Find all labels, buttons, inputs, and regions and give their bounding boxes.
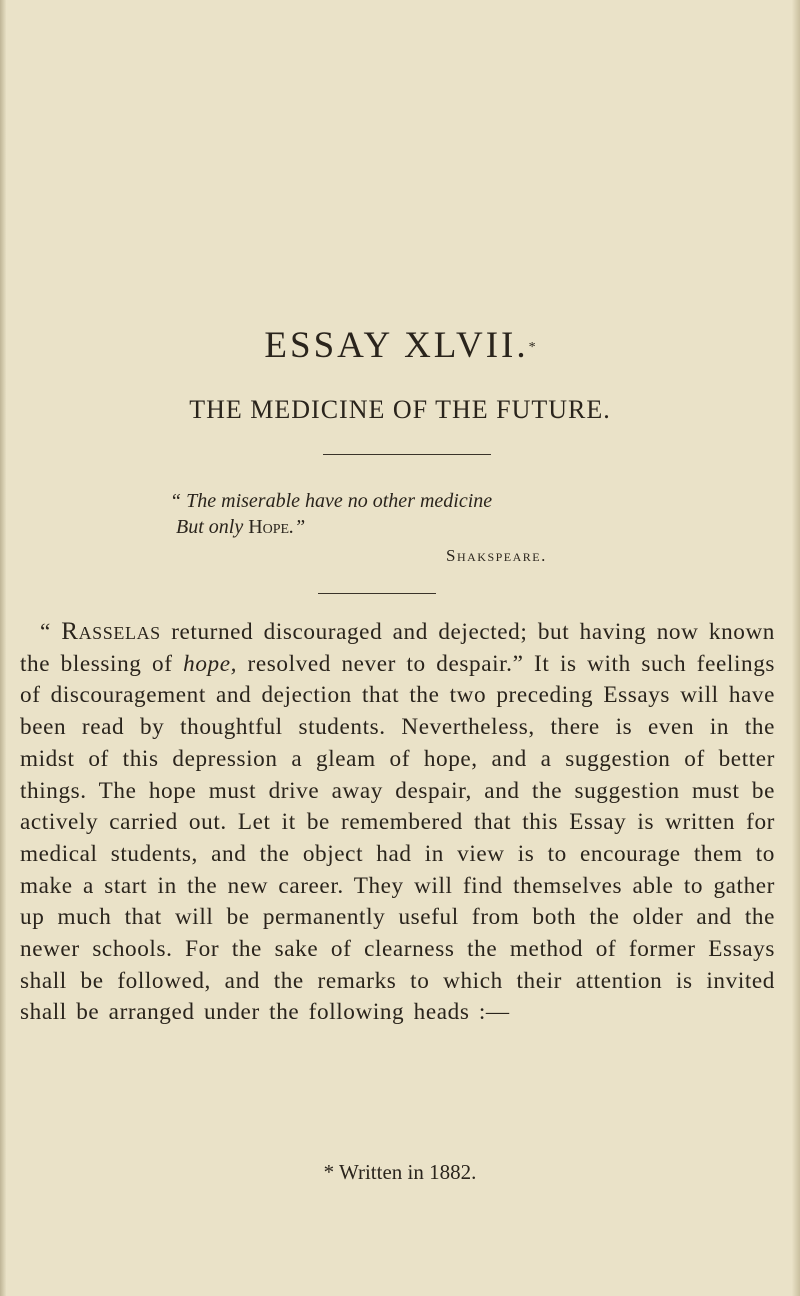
epigraph-hope-word: Hope: [248, 516, 290, 538]
footnote-marker: *: [528, 340, 536, 355]
divider-rule-top: [323, 454, 491, 455]
epigraph-line-1: “ The miserable have no other medicine: [170, 490, 493, 512]
opening-quote: “: [40, 619, 62, 645]
rasselas-name: Rasselas: [61, 618, 161, 645]
essay-subtitle: THE MEDICINE OF THE FUTURE.: [189, 395, 611, 424]
footnote: * Written in 1882.: [323, 1160, 477, 1184]
divider-rule-bottom: [318, 593, 436, 594]
paragraph-text-1: returned discouraged and dejected; but having now known the blessing of: [20, 619, 775, 677]
epigraph-line-2-suffix: .”: [289, 516, 306, 538]
page-edge-shadow: [792, 0, 800, 1296]
body-paragraph: [20, 616, 775, 1029]
emphasis-hope: hope,: [183, 650, 237, 677]
epigraph-line-2: [170, 514, 492, 540]
epigraph-line-2-prefix: But only: [176, 516, 249, 538]
epigraph-attribution: Shakspeare.: [446, 546, 547, 565]
epigraph: [170, 488, 492, 540]
essay-title-text: ESSAY XLVII.: [264, 325, 529, 366]
essay-title: [0, 326, 800, 366]
page-gutter-shadow: [0, 0, 6, 1296]
paragraph-text-2: resolved never to despair.” It is with such feelings of discouragement and dejection that the two preceding Essays will have been read by thoughtful students. Nevertheless, there is even in the midst of this depression a gleam of hope, and a suggestion of better things. The hope must drive away despair, and the suggestion must be actively carried out. Let it be remembered that this Essay is written for medical students, and the object had in view is to encourage them to make a start in the new career. They will find themselves able to gather up much that will be permanently useful from both the older and the newer schools. For the sake of clearness the method of former Essays shall be followed, and the remarks to which their attention is invited shall be arranged under the following heads :—: [20, 650, 776, 1026]
